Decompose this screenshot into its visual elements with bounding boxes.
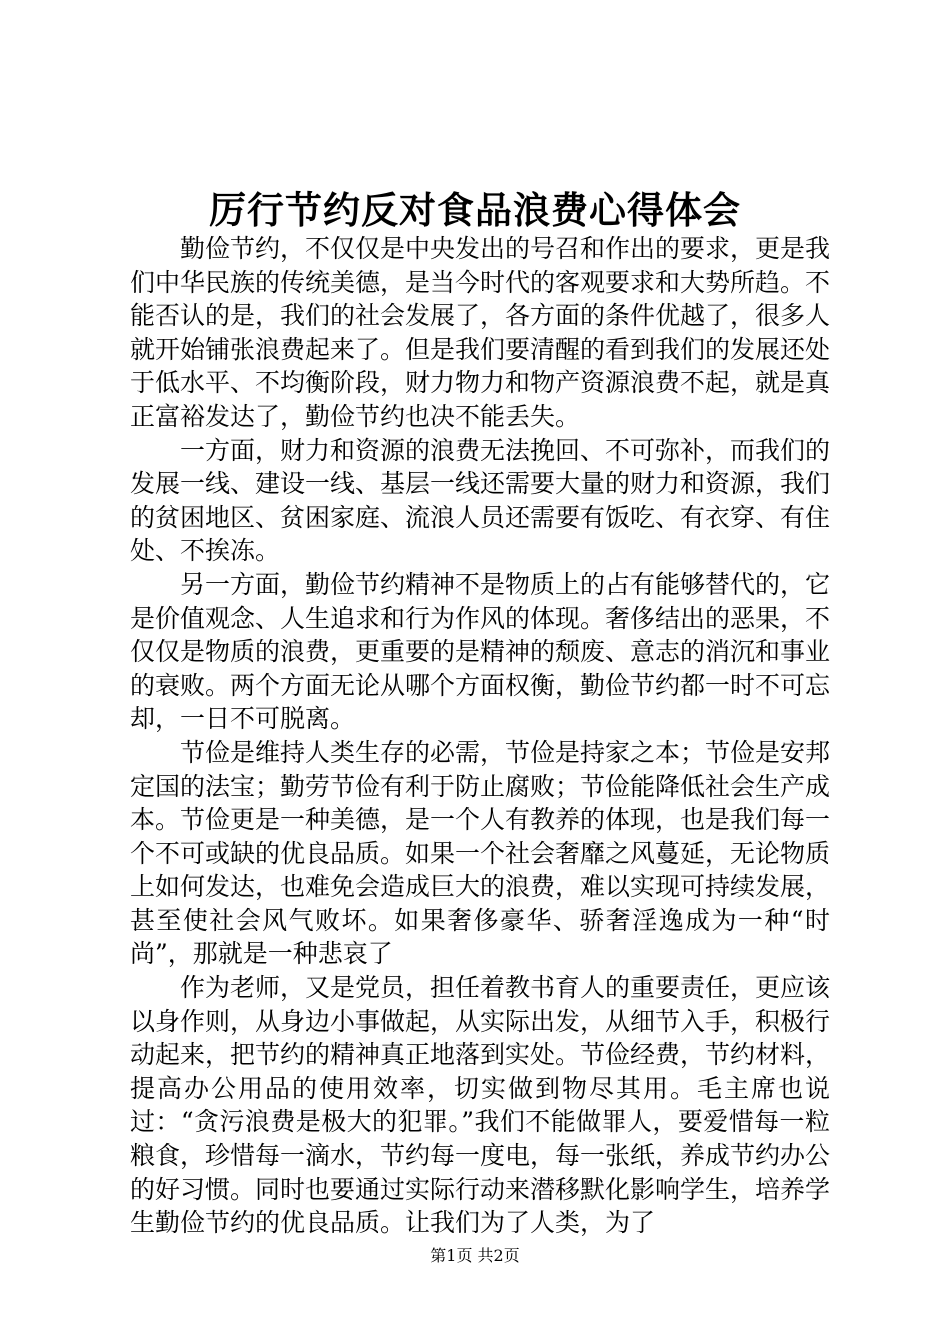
paragraph-4: 节俭是维持人类生存的必需，节俭是持家之本；节俭是安邦定国的法宝；勤劳节俭有利于防止腐败；节俭能降低社会生产成本。节俭更是一种美德，是一个人有教养的体现，也是我们每一个不可或缺的优良品质。如果一个社会奢靡之风蔓延，无论物质上如何发达，也难免会造成巨大的浪费，难以实现可持续发展，甚至使社会风气败坏。如果奢侈豪华、骄奢淫逸成为一种“时尚”，那就是一种悲哀了: [130, 737, 831, 969]
page-number-footer: 第1页 共2页: [430, 1246, 520, 1265]
paragraph-5: 作为老师，又是党员，担任着教书育人的重要责任，更应该以身作则，从身边小事做起，从实际出发，从细节入手，积极行动起来，把节约的精神真正地落到实处。节俭经费，节约材料，提高办公用品的使用效率，切实做到物尽其用。毛主席也说过：“贪污浪费是极大的犯罪。”我们不能做罪人，要爱惜每一粒粮食，珍惜每一滴水，节约每一度电，每一张纸，养成节约办公的好习惯。同时也要通过实际行动来潜移默化影响学生，培养学生勤俭节约的优良品质。让我们为了人类，为了: [130, 973, 831, 1238]
paragraph-3: 另一方面，勤俭节约精神不是物质上的占有能够替代的，它是价值观念、人生追求和行为作风的体现。奢侈结出的恶果，不仅仅是物质的浪费，更重要的是精神的颓废、意志的消沉和事业的衰败。两个方面无论从哪个方面权衡，勤俭节约都一时不可忘却，一日不可脱离。: [130, 569, 831, 734]
paragraph-2: 一方面，财力和资源的浪费无法挽回、不可弥补，而我们的发展一线、建设一线、基层一线还需要大量的财力和资源，我们的贫困地区、贫困家庭、流浪人员还需要有饭吃、有衣穿、有住处、不挨冻。: [130, 435, 831, 566]
paragraph-1: 勤俭节约，不仅仅是中央发出的号召和作出的要求，更是我们中华民族的传统美德，是当今时代的客观要求和大势所趋。不能否认的是，我们的社会发展了，各方面的条件优越了，很多人就开始铺张浪费起来了。但是我们要清醒的看到我们的发展还处于低水平、不均衡阶段，财力物力和物产资源浪费不起，就是真正富裕发达了，勤俭节约也决不能丢失。: [130, 234, 831, 431]
document-body: [130, 232, 830, 1240]
document-title: 厉行节约反对食品浪费心得体会: [209, 188, 741, 232]
